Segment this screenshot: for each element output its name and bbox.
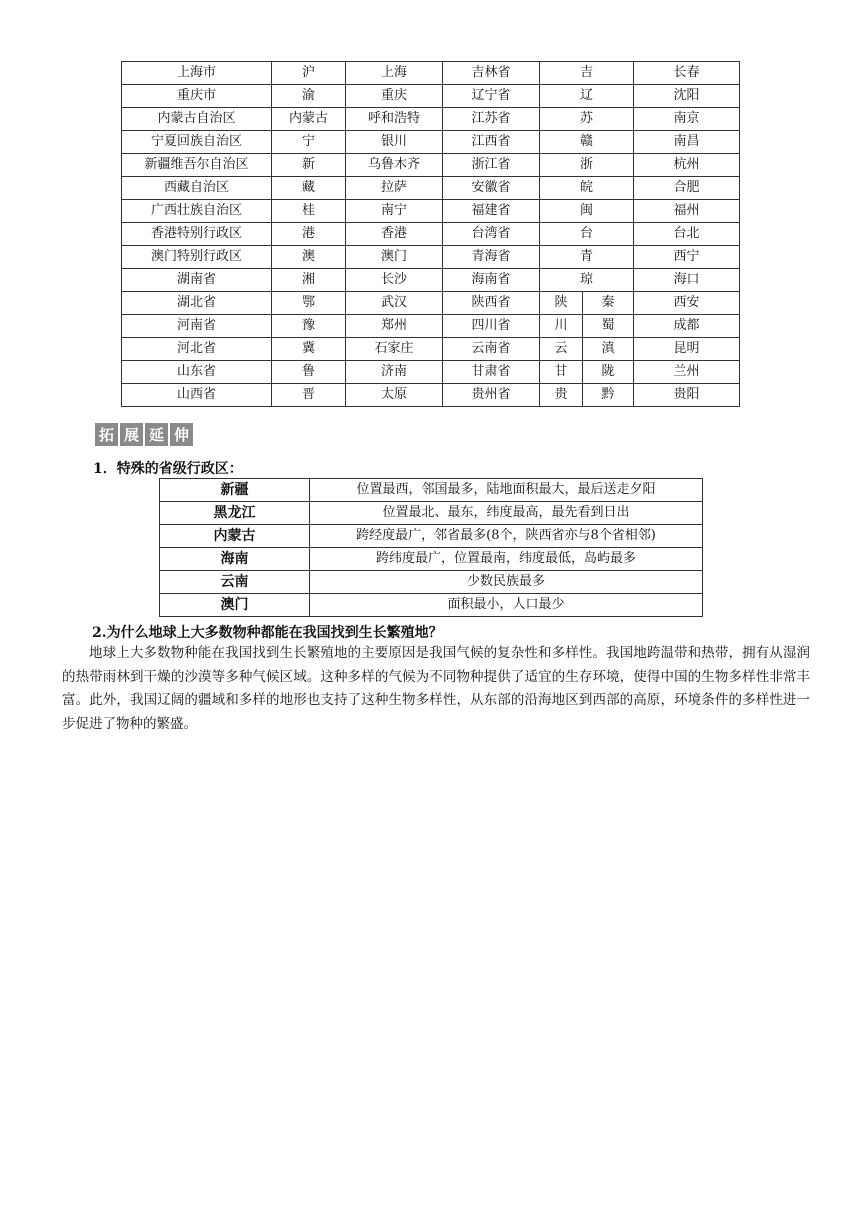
table-cell: 河北省 bbox=[122, 338, 272, 361]
region-feature-cell: 位置最北、最东，纬度最高，最先看到日出 bbox=[310, 502, 703, 525]
table-cell: 昆明 bbox=[634, 338, 740, 361]
table-cell: 云 bbox=[540, 338, 583, 361]
table-cell: 江西省 bbox=[443, 131, 540, 154]
table-cell: 澳门 bbox=[346, 246, 443, 269]
table-cell: 呼和浩特 bbox=[346, 108, 443, 131]
region-name-cell: 新疆 bbox=[160, 479, 310, 502]
region-name-cell: 黑龙江 bbox=[160, 502, 310, 525]
extension-header-char: 拓 bbox=[95, 423, 118, 446]
table-cell: 河南省 bbox=[122, 315, 272, 338]
extension-header-char: 展 bbox=[120, 423, 143, 446]
region-feature-cell: 跨纬度最广，位置最南，纬度最低，岛屿最多 bbox=[310, 548, 703, 571]
region-feature-cell: 位置最西，邻国最多，陆地面积最大，最后送走夕阳 bbox=[310, 479, 703, 502]
table-cell: 贵州省 bbox=[443, 384, 540, 407]
table-cell: 台湾省 bbox=[443, 223, 540, 246]
table-cell: 滇 bbox=[583, 338, 634, 361]
table-cell: 沪 bbox=[272, 62, 346, 85]
table-cell: 宁 bbox=[272, 131, 346, 154]
table-cell: 福建省 bbox=[443, 200, 540, 223]
extension-header-char: 伸 bbox=[170, 423, 193, 446]
table-cell: 成都 bbox=[634, 315, 740, 338]
section2-title: 2.为什么地球上大多数物种都能在我国找到生长繁殖地？ bbox=[92, 625, 443, 641]
table-cell: 藏 bbox=[272, 177, 346, 200]
table-cell: 内蒙古 bbox=[272, 108, 346, 131]
table-cell: 西藏自治区 bbox=[122, 177, 272, 200]
extension-header-char: 延 bbox=[145, 423, 168, 446]
table-cell: 西安 bbox=[634, 292, 740, 315]
table-cell: 皖 bbox=[540, 177, 634, 200]
region-name-cell: 海南 bbox=[160, 548, 310, 571]
region-name-cell: 内蒙古 bbox=[160, 525, 310, 548]
table-cell: 长春 bbox=[634, 62, 740, 85]
table-cell: 陕西省 bbox=[443, 292, 540, 315]
table-cell: 拉萨 bbox=[346, 177, 443, 200]
table-cell: 青 bbox=[540, 246, 634, 269]
table-cell: 浙 bbox=[540, 154, 634, 177]
section1-title: 1．特殊的省级行政区： bbox=[93, 461, 243, 477]
table-cell: 广西壮族自治区 bbox=[122, 200, 272, 223]
table-cell: 上海 bbox=[346, 62, 443, 85]
table-cell: 陕 bbox=[540, 292, 583, 315]
table-row bbox=[122, 177, 740, 200]
table-cell: 鲁 bbox=[272, 361, 346, 384]
table-cell: 福州 bbox=[634, 200, 740, 223]
table-cell: 香港特别行政区 bbox=[122, 223, 272, 246]
table-row bbox=[160, 479, 703, 502]
table-cell: 南昌 bbox=[634, 131, 740, 154]
table-cell: 沈阳 bbox=[634, 85, 740, 108]
table-cell: 晋 bbox=[272, 384, 346, 407]
table-row bbox=[160, 548, 703, 571]
table-cell: 宁夏回族自治区 bbox=[122, 131, 272, 154]
table-cell: 长沙 bbox=[346, 269, 443, 292]
table-row bbox=[122, 154, 740, 177]
table-cell: 黔 bbox=[583, 384, 634, 407]
region-name-cell: 澳门 bbox=[160, 594, 310, 617]
table-row bbox=[122, 361, 740, 384]
table-row bbox=[122, 85, 740, 108]
table-cell: 合肥 bbox=[634, 177, 740, 200]
table-cell: 乌鲁木齐 bbox=[346, 154, 443, 177]
table-cell: 山西省 bbox=[122, 384, 272, 407]
table-cell: 上海市 bbox=[122, 62, 272, 85]
table-cell: 台北 bbox=[634, 223, 740, 246]
table-cell: 秦 bbox=[583, 292, 634, 315]
table-cell: 闽 bbox=[540, 200, 634, 223]
table-cell: 吉林省 bbox=[443, 62, 540, 85]
table-cell: 安徽省 bbox=[443, 177, 540, 200]
table-cell: 台 bbox=[540, 223, 634, 246]
province-abbreviation-table bbox=[121, 61, 740, 407]
table-cell: 新 bbox=[272, 154, 346, 177]
table-cell: 青海省 bbox=[443, 246, 540, 269]
region-feature-cell: 少数民族最多 bbox=[310, 571, 703, 594]
table-row bbox=[122, 292, 740, 315]
table-cell: 云南省 bbox=[443, 338, 540, 361]
extension-header bbox=[95, 423, 193, 446]
table-cell: 四川省 bbox=[443, 315, 540, 338]
table-row bbox=[122, 131, 740, 154]
table-row bbox=[122, 269, 740, 292]
table-cell: 重庆市 bbox=[122, 85, 272, 108]
table-row bbox=[160, 571, 703, 594]
table-row bbox=[122, 246, 740, 269]
table-row bbox=[122, 338, 740, 361]
table-cell: 蜀 bbox=[583, 315, 634, 338]
table-cell: 杭州 bbox=[634, 154, 740, 177]
table-cell: 贵 bbox=[540, 384, 583, 407]
table-cell: 贵阳 bbox=[634, 384, 740, 407]
table-cell: 兰州 bbox=[634, 361, 740, 384]
table-cell: 南宁 bbox=[346, 200, 443, 223]
table-cell: 西宁 bbox=[634, 246, 740, 269]
table-cell: 豫 bbox=[272, 315, 346, 338]
table-cell: 江苏省 bbox=[443, 108, 540, 131]
table-cell: 冀 bbox=[272, 338, 346, 361]
table-cell: 苏 bbox=[540, 108, 634, 131]
table-cell: 桂 bbox=[272, 200, 346, 223]
region-feature-cell: 跨经度最广，邻省最多(8个，陕西省亦与8个省相邻) bbox=[310, 525, 703, 548]
section2-answer: 地球上大多数物种能在我国找到生长繁殖地的主要原因是我国气候的复杂性和多样性。我国地跨温带和热带，拥有从湿润的热带雨林到干燥的沙漠等多种气候区域。这种多样的气候为不同物种提供了适宜的生存环境，使得中国的生物多样性非常丰富。此外，我国辽阔的疆域和多样的地形也支持了这种生物多样性，从东部的沿海地区到西部的高原，环境条件的多样性进一步促进了物种的繁盛。 bbox=[62, 645, 810, 732]
table-cell: 琼 bbox=[540, 269, 634, 292]
table-row bbox=[122, 315, 740, 338]
region-feature-cell: 面积最小，人口最少 bbox=[310, 594, 703, 617]
table-cell: 重庆 bbox=[346, 85, 443, 108]
table-cell: 川 bbox=[540, 315, 583, 338]
table-cell: 澳 bbox=[272, 246, 346, 269]
table-cell: 甘 bbox=[540, 361, 583, 384]
table-cell: 辽宁省 bbox=[443, 85, 540, 108]
table-cell: 湘 bbox=[272, 269, 346, 292]
table-cell: 石家庄 bbox=[346, 338, 443, 361]
table-row bbox=[122, 62, 740, 85]
table-row bbox=[122, 223, 740, 246]
table-cell: 澳门特别行政区 bbox=[122, 246, 272, 269]
table-cell: 甘肃省 bbox=[443, 361, 540, 384]
table-cell: 内蒙古自治区 bbox=[122, 108, 272, 131]
table-cell: 武汉 bbox=[346, 292, 443, 315]
table-cell: 辽 bbox=[540, 85, 634, 108]
table-cell: 赣 bbox=[540, 131, 634, 154]
table-cell: 山东省 bbox=[122, 361, 272, 384]
region-name-cell: 云南 bbox=[160, 571, 310, 594]
special-provinces-table bbox=[159, 478, 703, 617]
table-cell: 港 bbox=[272, 223, 346, 246]
table-cell: 南京 bbox=[634, 108, 740, 131]
table-cell: 湖北省 bbox=[122, 292, 272, 315]
table-row bbox=[160, 502, 703, 525]
table-cell: 鄂 bbox=[272, 292, 346, 315]
table-cell: 香港 bbox=[346, 223, 443, 246]
table-row bbox=[122, 108, 740, 131]
table-cell: 银川 bbox=[346, 131, 443, 154]
table-cell: 渝 bbox=[272, 85, 346, 108]
table-cell: 海南省 bbox=[443, 269, 540, 292]
table-cell: 浙江省 bbox=[443, 154, 540, 177]
table-cell: 新疆维吾尔自治区 bbox=[122, 154, 272, 177]
table-row bbox=[160, 525, 703, 548]
table-cell: 湖南省 bbox=[122, 269, 272, 292]
table-cell: 吉 bbox=[540, 62, 634, 85]
table-row bbox=[160, 594, 703, 617]
table-cell: 济南 bbox=[346, 361, 443, 384]
table-cell: 太原 bbox=[346, 384, 443, 407]
table-cell: 海口 bbox=[634, 269, 740, 292]
table-row bbox=[122, 384, 740, 407]
table-row bbox=[122, 200, 740, 223]
table-cell: 郑州 bbox=[346, 315, 443, 338]
table-cell: 陇 bbox=[583, 361, 634, 384]
